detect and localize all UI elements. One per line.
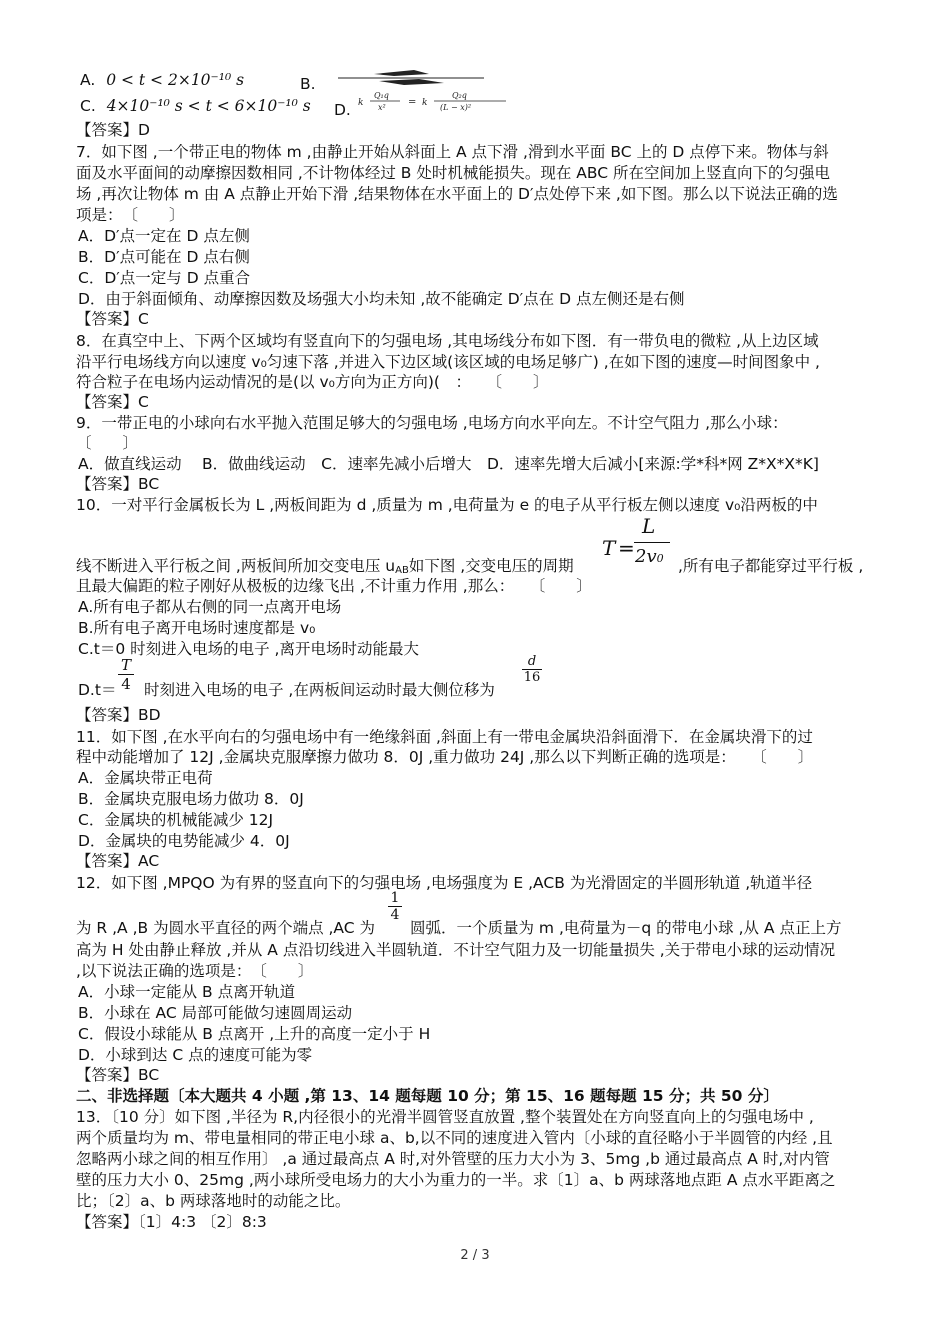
q12-line-2b: 圆弧．一个质量为 m ,电荷量为－q 的带电小球 ,从 A 点正上方 — [410, 919, 842, 937]
page-number: 2 / 3 — [460, 1248, 490, 1263]
q10-formula-T: T — [602, 536, 616, 560]
q10-line-3: 且最大偏距的粒子刚好从极板的边缘飞出 ,不计重力作用 ,那么： 〔 〕 — [76, 577, 592, 595]
q10-period-formula — [602, 514, 672, 574]
q11-line-2: 程中动能增加了 12J ,金属块克服摩擦力做功 8．0J ,重力做功 24J ,那么以下判断正确的选项是： 〔 〕 — [76, 748, 814, 766]
q11-option-b: B．金属块克服电场力做功 8．0J — [78, 790, 304, 808]
q10-formula-eq: = — [618, 536, 635, 560]
svg-text:k: k — [358, 98, 364, 108]
q10-line-2-sub: AB — [395, 565, 409, 576]
q7-option-b: B．D′点可能在 D 点右侧 — [78, 248, 250, 266]
q10-option-b: B.所有电子离开电场时速度都是 v₀ — [78, 619, 316, 637]
q10-option-d-prefix: D.t＝ — [78, 681, 117, 699]
q12-line-4: ,以下说法正确的选项是： 〔 〕 — [76, 962, 314, 980]
q6-option-c-expr: 4×10⁻¹⁰ s < t < 6×10⁻¹⁰ s — [106, 97, 311, 115]
q10-option-d-frac-t4-top: T — [120, 656, 131, 674]
q6-option-a-expr: 0 < t < 2×10⁻¹⁰ s — [106, 71, 245, 89]
q6-option-b-formula-image — [334, 66, 494, 88]
q6-option-b — [300, 74, 316, 94]
q13-answer: 【答案】〔1〕4:3 〔2〕8:3 — [76, 1213, 267, 1231]
q10-formula-num: L — [642, 514, 656, 538]
q6-option-d-label: D. — [334, 101, 351, 119]
q12-line-2a: 为 R ,A ,B 为圆水平直径的两个端点 ,AC 为 — [76, 919, 376, 937]
q10-option-d-frac-d16-bot: 16 — [523, 670, 541, 685]
q10-formula-bar — [634, 542, 670, 543]
q10-formula-den — [635, 546, 664, 567]
q9-line-1: 9．一带正电的小球向右水平抛入范围足够大的匀强电场 ,电场方向水平向左。不计空气阻力 ,那么小球： — [76, 414, 788, 432]
q6-answer: 【答案】D — [76, 121, 150, 139]
q10-line-1: 10．一对平行金属板长为 L ,两板间距为 d ,质量为 m ,电荷量为 e 的电子从平行板左侧以速度 v₀沿两板的中 — [76, 496, 818, 514]
q7-line-3: 场 ,再次让物体 m 由 A 点静止开始下滑 ,结果物体在水平面上的 D′点处停下来 ,如下图。那么以下说法正确的选 — [76, 185, 838, 203]
svg-text:k: k — [422, 98, 428, 108]
q11-line-1: 11．如下图 ,在水平向右的匀强电场中有一绝缘斜面 ,斜面上有一带电金属块沿斜面滑下．在金属块滑下的过 — [76, 728, 813, 746]
q12-option-d: D．小球到达 C 点的速度可能为零 — [78, 1046, 313, 1064]
q6-option-b-label: B. — [300, 75, 316, 93]
svg-text:Q₂q: Q₂q — [452, 91, 467, 100]
q12-quarter-fraction-bot: 4 — [390, 907, 400, 923]
q6-option-d-formula-image — [356, 88, 546, 114]
q10-option-d-frac-d16-top: d — [527, 654, 537, 669]
q6-option-a — [80, 70, 244, 90]
q12-line-1: 12．如下图 ,MPQO 为有界的竖直向下的匀强电场 ,电场强度为 E ,ACB 为光滑固定的半圆形轨道 ,轨道半径 — [76, 874, 813, 892]
q8-line-1: 8．在真空中上、下两个区域均有竖直向下的匀强电场 ,其电场线分布如下图．有一带负电的微粒 ,从上边区域 — [76, 332, 819, 350]
q6-option-d — [334, 100, 351, 120]
q7-option-a: A．D′点一定在 D 点左侧 — [78, 227, 250, 245]
q10-answer: 【答案】BD — [76, 706, 161, 724]
svg-text:(L − x)²: (L − x)² — [440, 103, 472, 112]
section-2-heading: 二、非选择题〔本大题共 4 小题 ,第 13、14 题每题 10 分；第 15、16 题每题 15 分；共 50 分〕 — [76, 1087, 779, 1105]
q10-line-2-text-a: 线不断进入平行板之间 ,两板间所加交变电压 u — [76, 557, 396, 575]
svg-text:Q₁q: Q₁q — [374, 91, 389, 100]
q13-line-2: 两个质量均为 m、带电量相同的带正电小球 a、b,以不同的速度进入管内〔小球的直径略小于半圆管的内经 ,且 — [76, 1129, 833, 1147]
q7-line-2: 面及水平面间的动摩擦因数相同 ,不计物体经过 B 处时机械能损失。现在 ABC 所在空间加上竖直向下的匀强电 — [76, 164, 830, 182]
svg-text:x²: x² — [378, 103, 386, 112]
q8-line-2: 沿平行电场线方向以速度 v₀匀速下落 ,并进入下边区域(该区域的电场足够广) ,在如下图的速度—时间图象中 , — [76, 353, 820, 371]
q10-option-d-frac-d16 — [522, 654, 542, 685]
q9-options: A．做直线运动 B．做曲线运动 C．速率先减小后增大 D．速率先增大后减小[来源:学*科*网 Z*X*X*K] — [78, 455, 819, 473]
q6-option-c — [80, 96, 311, 116]
q10-option-a: A.所有电子都从右侧的同一点离开电场 — [78, 598, 342, 616]
q11-option-a: A．金属块带正电荷 — [78, 769, 213, 787]
q6-option-a-label: A. — [80, 71, 96, 89]
q8-answer: 【答案】C — [76, 393, 149, 411]
q7-option-c: C．D′点一定与 D 点重合 — [78, 269, 251, 287]
q9-line-2: 〔 〕 — [76, 434, 139, 452]
q10-option-d-text: 时刻进入电场的电子 ,在两板间运动时最大侧位移为 — [144, 681, 495, 699]
q10-formula-den-text: 2v — [635, 546, 657, 567]
q10-line-2-end: ,所有电子都能穿过平行板 , — [678, 557, 864, 575]
q6-option-c-label: C. — [80, 97, 96, 115]
q12-line-3: 高为 H 处由静止释放 ,并从 A 点沿切线进入半圆轨道．不计空气阻力及一切能量损失 ,关于带电小球的运动情况 — [76, 941, 836, 959]
svg-text:=: = — [408, 97, 417, 108]
q10-option-d-frac-t4-bot: 4 — [121, 675, 131, 693]
q12-answer: 【答案】BC — [76, 1066, 160, 1084]
q12-option-a: A．小球一定能从 B 点离开轨道 — [78, 983, 296, 1001]
q12-quarter-fraction-top: 1 — [390, 890, 400, 906]
q9-answer: 【答案】BC — [76, 475, 160, 493]
q12-quarter-fraction — [388, 890, 402, 923]
q10-formula-den-sub: 0 — [656, 552, 664, 565]
q13-line-5: 比；〔2〕a、b 两球落地时的动能之比。 — [76, 1192, 351, 1210]
q11-option-c: C．金属块的机械能减少 12J — [78, 811, 274, 829]
q7-answer: 【答案】C — [76, 310, 149, 328]
q11-answer: 【答案】AC — [76, 852, 160, 870]
q13-line-4: 壁的压力大小 0、25mg ,两小球所受电场力的大小为重力的一半。求〔1〕a、b 两球落地点距 A 点水平距离之 — [76, 1171, 836, 1189]
q7-line-4: 项是： 〔 〕 — [76, 206, 185, 224]
q13-line-3: 忽略两小球之间的相互作用〕 ,a 通过最高点 A 时,对外管壁的压力大小为 3、5mg ,b 通过最高点 A 时,对内管 — [76, 1150, 830, 1168]
q13-line-1: 13．〔10 分〕如下图 ,半径为 R,内径很小的光滑半圆管竖直放置 ,整个装置处在方向竖直向上的匀强电场中 , — [76, 1108, 814, 1126]
q11-option-d: D．金属块的电势能减少 4．0J — [78, 832, 290, 850]
q12-option-c: C．假设小球能从 B 点离开 ,上升的高度一定小于 H — [78, 1025, 431, 1043]
q10-option-c: C.t＝0 时刻进入电场的电子 ,离开电场时动能最大 — [78, 640, 419, 658]
q7-option-d: D．由于斜面倾角、动摩擦因数及场强大小均未知 ,故不能确定 D′点在 D 点左侧还是右侧 — [78, 290, 685, 308]
q10-line-2-text-c: 如下图 ,交变电压的周期 — [408, 557, 574, 575]
q8-line-3: 符合粒子在电场内运动情况的是(以 v₀方向为正方向)( ： 〔 〕 — [76, 373, 549, 391]
q12-option-b: B．小球在 AC 局部可能做匀速圆周运动 — [78, 1004, 353, 1022]
q10-option-d-frac-t4 — [118, 656, 134, 693]
q7-line-1: 7．如下图 ,一个带正电的物体 m ,由静止开始从斜面上 A 点下滑 ,滑到水平面 BC 上的 D 点停下来。物体与斜 — [76, 143, 829, 161]
